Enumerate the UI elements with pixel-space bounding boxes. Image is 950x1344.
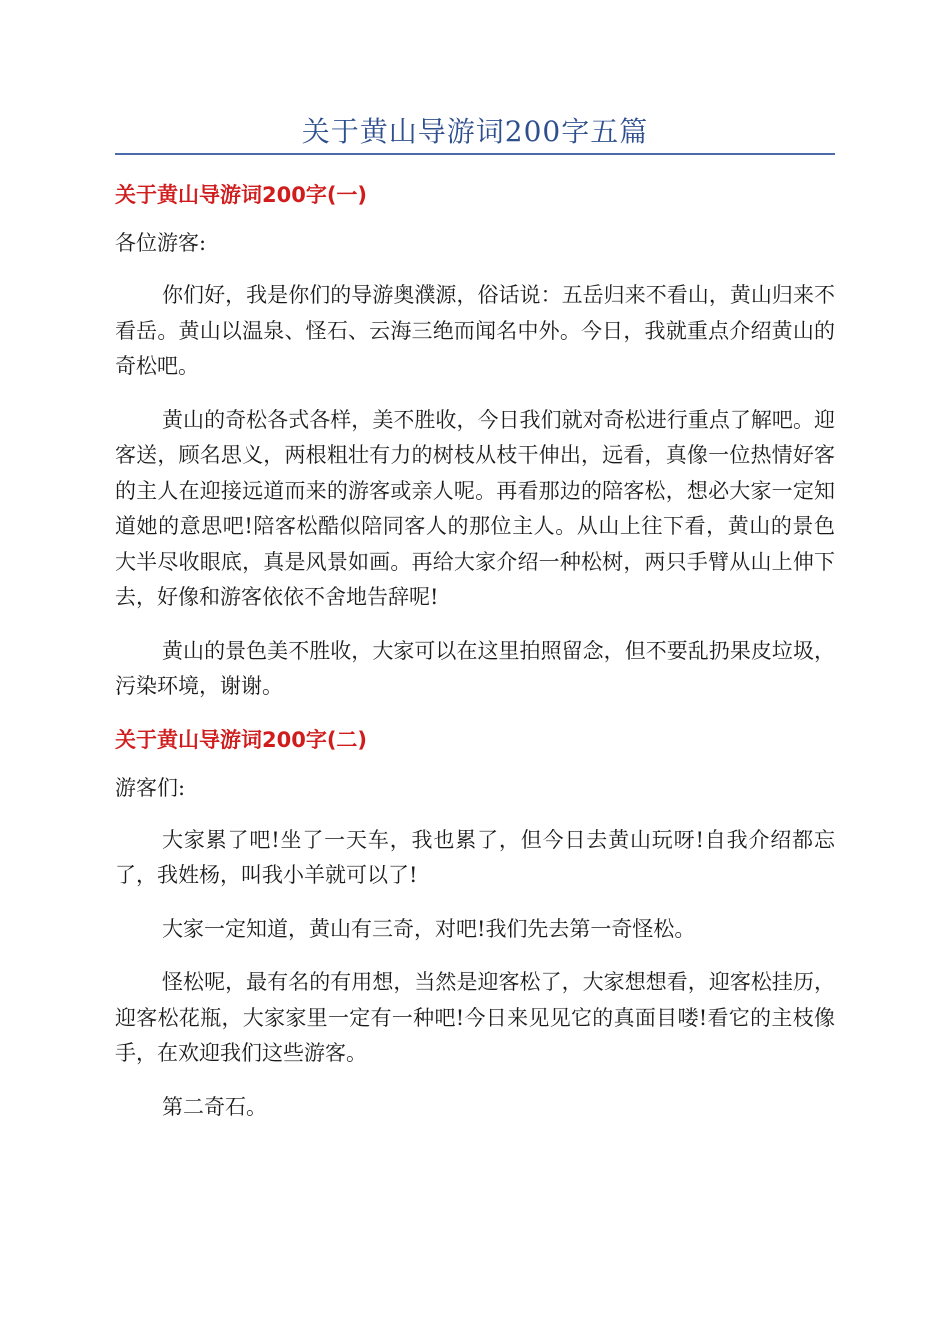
paragraph: 黄山的奇松各式各样，美不胜收，今日我们就对奇松进行重点了解吧。迎客送，顾名思义，两根粗壮有力的树枝从枝干伸出，远看，真像一位热情好客的主人在迎接远道而来的游客或亲人呢。再看那边的陪客松，想必大家一定知道她的意思吧!陪客松酷似陪同客人的那位主人。从山上往下看，黄山的景色大半尽收眼底，真是风景如画。再给大家介绍一种松树，两只手臂从山上伸下去，好像和游客依依不舍地告辞呢! [115, 407, 835, 609]
paragraph: 黄山的景色美不胜收，大家可以在这里拍照留念，但不要乱扔果皮垃圾，污染环境，谢谢。 [115, 638, 835, 698]
section-salutation: 游客们: [115, 775, 186, 800]
section-1 [115, 178, 835, 705]
paragraph: 大家一定知道，黄山有三奇，对吧!我们先去第一奇怪松。 [162, 916, 696, 941]
paragraph: 你们好，我是你们的导游奥濮源，俗话说：五岳归来不看山，黄山归来不看岳。黄山以温泉、怪石、云海三绝而闻名中外。今日，我就重点介绍黄山的奇松吧。 [115, 283, 835, 378]
section-heading: 关于黄山导游词200字(一) [115, 183, 368, 207]
section-salutation: 各位游客: [115, 231, 207, 255]
paragraph: 怪松呢，最有名的有用想，当然是迎客松了，大家想想看，迎客松挂历，迎客松花瓶，大家家里一定有一种吧!今日来见见它的真面目喽!看它的主枝像手，在欢迎我们这些游客。 [115, 970, 835, 1065]
section-2 [115, 723, 835, 1126]
document-body [115, 178, 835, 1125]
paragraph: 大家累了吧!坐了一天车，我也累了，但今日去黄山玩呀!自我介绍都忘了，我姓杨，叫我小羊就可以了! [115, 827, 835, 887]
title-underline [115, 153, 835, 155]
document-title: 关于黄山导游词200字五篇 [301, 115, 649, 148]
section-heading: 关于黄山导游词200字(二) [115, 727, 368, 752]
paragraph: 第二奇石。 [162, 1094, 267, 1119]
